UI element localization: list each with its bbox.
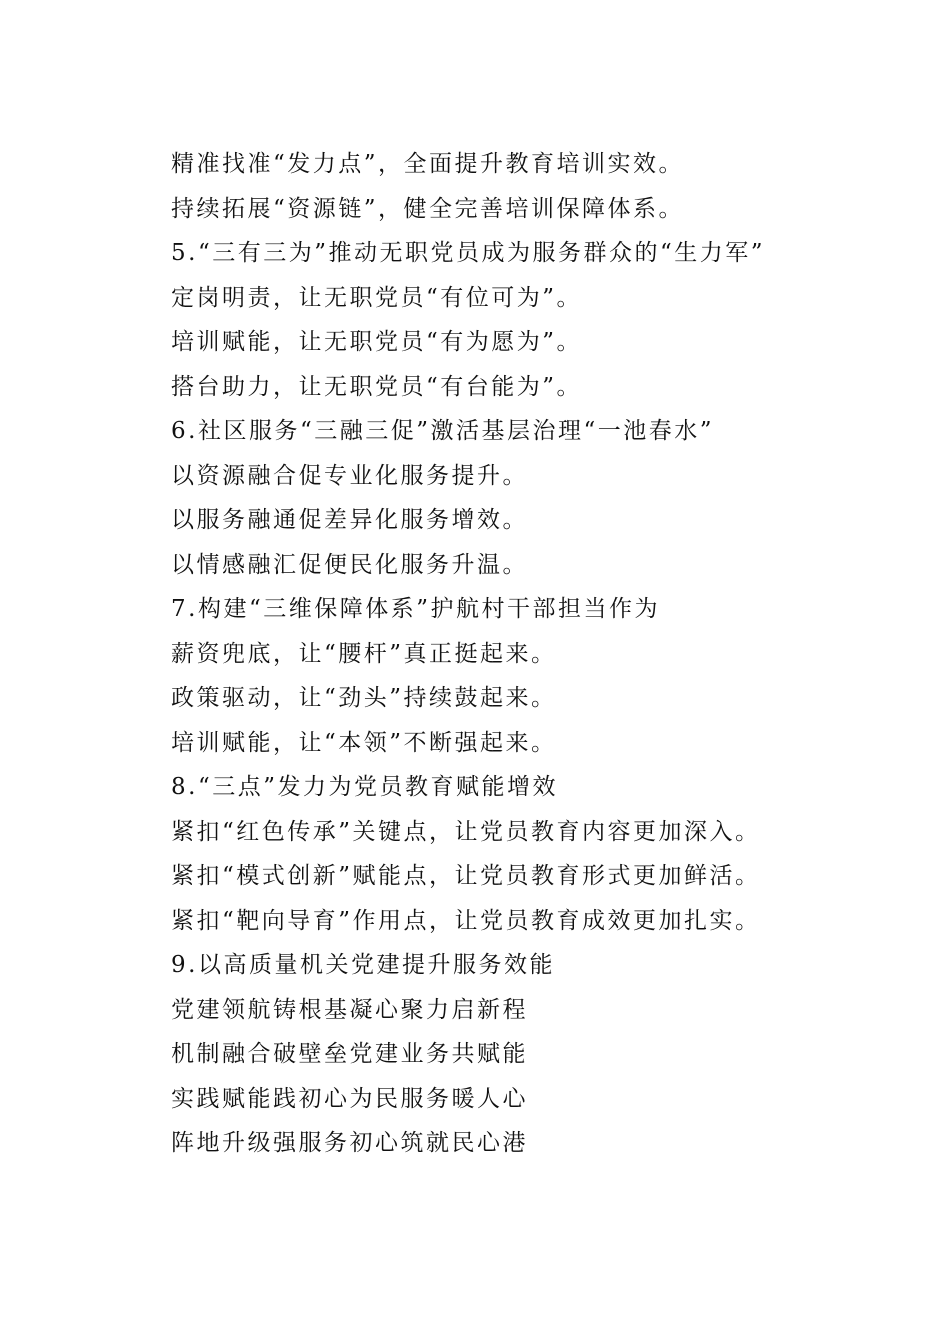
text-line: 精准找准“发力点”，全面提升教育培训实效。 — [171, 151, 685, 177]
text-line: 持续拓展“资源链”，健全完善培训保障体系。 — [171, 195, 685, 222]
text-line: 培训赋能，让“本领”不断强起来。 — [171, 729, 557, 756]
section-heading: 7.构建“三维保障体系”护航村干部担当作为 — [171, 596, 660, 622]
text-line: 紧扣“模式创新”赋能点，让党员教育形式更加鲜活。 — [171, 863, 761, 889]
section-heading: 8.“三点”发力为党员教育赋能增效 — [171, 774, 558, 800]
text-line: 以服务融通促差异化服务增效。 — [171, 507, 528, 533]
text-line: 紧扣“红色传承”关键点，让党员教育内容更加深入。 — [171, 818, 761, 845]
text-line: 党建领航铸根基凝心聚力启新程 — [171, 996, 528, 1023]
section-heading: 9.以高质量机关党建提升服务效能 — [171, 952, 555, 978]
text-line: 机制融合破壁垒党建业务共赋能 — [171, 1041, 528, 1067]
text-line: 以资源融合促专业化服务提升。 — [171, 462, 528, 489]
section-heading: 6.社区服务“三融三促”激活基层治理“一池春水” — [171, 418, 714, 444]
text-line: 紧扣“靶向导育”作用点，让党员教育成效更加扎实。 — [171, 907, 761, 934]
document-body — [171, 142, 871, 1166]
text-line: 以情感融汇促便民化服务升温。 — [171, 551, 528, 578]
text-line: 培训赋能，让无职党员“有为愿为”。 — [171, 329, 583, 355]
text-line: 阵地升级强服务初心筑就民心港 — [171, 1130, 528, 1156]
section-heading: 5.“三有三为”推动无职党员成为服务群众的“生力军” — [171, 240, 765, 266]
text-line: 薪资兜底，让“腰杆”真正挺起来。 — [171, 640, 557, 667]
text-line: 搭台助力，让无职党员“有台能为”。 — [171, 373, 583, 400]
text-line: 政策驱动，让“劲头”持续鼓起来。 — [171, 685, 557, 711]
text-line: 实践赋能践初心为民服务暖人心 — [171, 1085, 528, 1112]
text-line: 定岗明责，让无职党员“有位可为”。 — [171, 284, 583, 311]
